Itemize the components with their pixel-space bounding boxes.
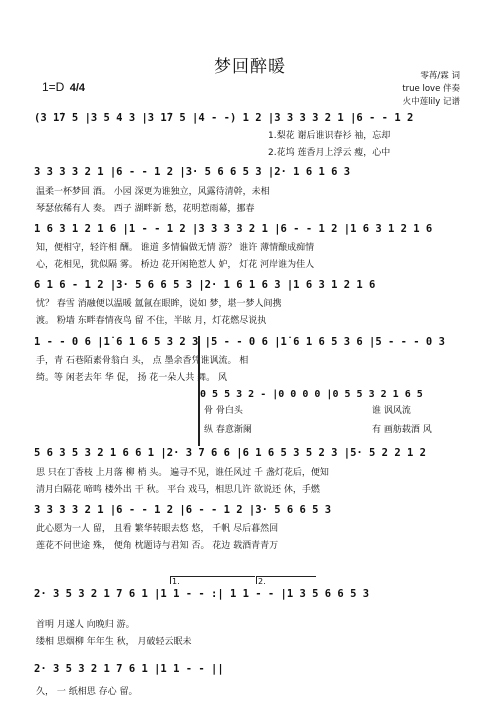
harmony-lyric-1: 骨 骨白头	[204, 406, 243, 416]
credit-lyricist: 零苒/霖 词	[420, 71, 460, 81]
lyric-row-8b: 缕相 思烟柳 年年生 秋， 月破轻云眠未	[36, 637, 192, 647]
lyric-row-2a: 温柔一杯梦回 酒。 小园 深更为谁独立，风露待清幹，未相	[36, 187, 270, 197]
lyric-row-3a: 知，便相守，轻许相 酬。 谁道 多情偏做无情 游？ 谁许 薄情酿成痴情	[36, 243, 315, 253]
lyric-row-7b: 莲花不问世途 殊， 便角 枕题诗与君知 否。 花边 载酒青青万	[36, 541, 279, 551]
lyric-row-6a: 思 只在丁香枝 上月落 柳 梢 头。 遍寻不见，谁任风过 千 盏灯花后，便知	[36, 468, 329, 478]
notation-row-8: 2· 3 5 3 2 1 7 6 1 |1 1 - - :| 1 1 - - |1 3 5 6 6 5 3	[34, 588, 370, 600]
notation-row-7: 3 3 3 3 2 1 |6 - - 1 2 |6 - - 1 2 |3· 5 6 6 5 3	[34, 504, 332, 516]
notation-row-5: 1 - - 0 6 |1̇ 6 1 6 5 3 2 3 |5 - - 0 6 |1̇ 6 1 6 5 3 6 |5 - - - 0 3	[34, 336, 445, 348]
key-label: 1=D	[42, 80, 65, 94]
lyric-row-6b: 清月白隔花 啼鸣 楼外出 干 秋。 平台 戏马，相思几许 欲说还 休，手燃	[36, 485, 320, 495]
notation-row-6: 5 6 3 5 3 2 1 6 6 1 |2· 3 7 6 6 |6 1 6 5 3 5 2 3 |5· 5 2 2 1 2	[34, 447, 426, 459]
notation-row-1: (3 1̇7 5 |3 5 4 3 |3 1̇7 5 |4 - -) 1 2 |3 3 3 3 2 1 |6 - - 1 2	[34, 112, 414, 124]
lyric-row-8a: 首明 月遂人 向晚归 游。	[36, 620, 135, 630]
notation-row-2: 3 3 3 3 2 1 |6 - - 1 2 |3· 5 6 6 5 3 |2· 1 6 1 6 3	[34, 166, 351, 178]
notation-row-4: 6 1 6 - 1 2 |3· 5 6 6 5 3 |2· 1 6 1 6 3 |1 6 3 1 2 1 6	[34, 279, 376, 291]
volta-second: 2.	[258, 577, 266, 586]
lyric-row-3b: 心，花相见，犹似隔 雾。 桥边 花开闲艳惹人 妒， 灯花 河岸谁为佳人	[36, 260, 315, 270]
notation-row-5-harmony: 0 5 5 3 2 - |0 0 0 0 |0 5 5 3 2 1 6 5	[200, 389, 423, 400]
lyric-row-1a: 1.梨花 谢后谁识春衫 袖，忘却	[268, 131, 391, 141]
credit-accompaniment: true love 伴奏	[402, 84, 460, 94]
lyric-row-5a: 手，青 石巷陌素骨翁白 头， 点 墨余香凭谁讽流。 相	[36, 356, 249, 366]
page-title: 梦回醉暖	[214, 57, 286, 77]
lyric-row-7a: 此心愿为一人 留， 且看 繁华转眼去悠 悠， 千帆 尽后暮然回	[36, 524, 279, 534]
credits	[402, 70, 460, 109]
lyric-row-4a: 忧？ 春雪 消融便以温暖 氲氤在眼眸，说如 梦，堪一梦人间携	[36, 299, 282, 309]
notation-row-3: 1 6 3 1 2 1 6 |1 - - 1 2 |3 3 3 3 2 1 |6 - - 1 2 |1 6 3 1 2 1 6	[34, 223, 433, 235]
harmony-lyric-3: 纵 春意渐阑	[204, 425, 252, 435]
time-signature: 4/4	[69, 82, 85, 94]
credit-transcriber: 火中莲lily 记谱	[402, 97, 460, 107]
section-brace	[198, 336, 200, 446]
lyric-row-9a: 久， 一 纸相思 存心 留。	[36, 687, 138, 697]
key-signature	[42, 80, 85, 94]
harmony-lyric-4: 有 画舫载酒 风	[372, 425, 432, 435]
volta-first: 1.	[172, 577, 180, 586]
lyric-row-2b: 琴瑟依稀有人 奏。 西子 湖畔新 愁，花明惹雨幕，挪春	[36, 204, 255, 214]
lyric-row-5b: 绮。等 闲老去年 华 促， 扬 花一朵人共 舞。 风	[36, 373, 228, 383]
lyric-row-1b: 2.花坞 莲香月上浮云 瘦，心中	[268, 148, 391, 158]
lyric-row-4b: 渡。 粉墙 东畔春情夜鸟 留 不住，半眩 月，灯花燃尽说执	[36, 316, 267, 326]
notation-row-9: 2· 3 5 3 2 1 7 6 1 |1 1 - - ||	[34, 663, 224, 675]
harmony-lyric-2: 谁 讽风流	[372, 406, 411, 416]
